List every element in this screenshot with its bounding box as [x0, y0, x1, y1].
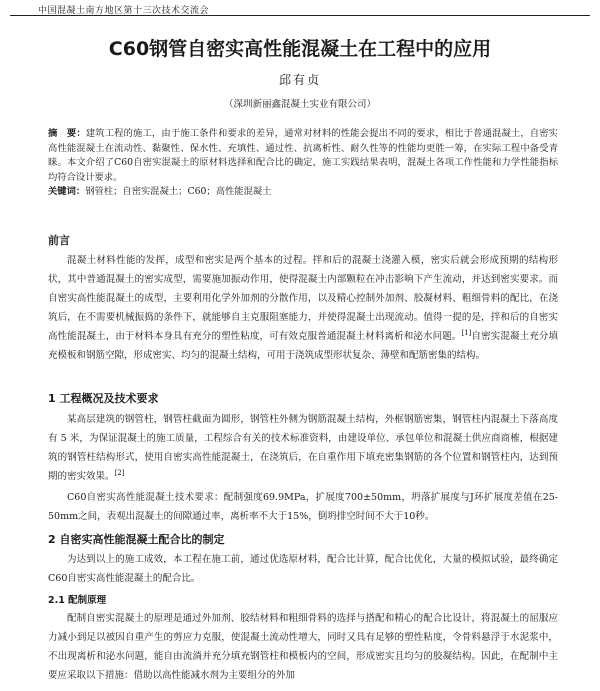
abstract-paragraph: [48, 127, 558, 185]
keywords-text: 钢管柱；自密实混凝土；C60；高性能混凝土: [85, 186, 272, 197]
section-heading-1: 1 工程概况及技术要求: [48, 392, 159, 405]
intro-paragraph: [48, 251, 558, 365]
citation-2: [2]: [114, 468, 125, 477]
section1-paragraph-1: [48, 410, 558, 486]
section-heading-intro: 前言: [48, 234, 70, 247]
subsection-2-1-paragraph: 配制自密实混凝土的原理是通过外加剂、胶结材料和粗细骨料的选择与搭配和精心的配合比设计，将混凝土的屈服应力减小到足以被因自重产生的剪应力克服，使混凝土流动性增大，同时又具有足够的塑性粘度，令骨料悬浮于水泥浆中，不出现离析和泌水问题，能自由流淌并充分填充钢管柱和模板内的空间，形成密实且均匀的胶凝结构。因此，在配制中主要应采取以下措施：借助以高性能减水剂为主要组分的外加: [48, 613, 558, 681]
keywords-label: 关键词：: [48, 186, 86, 197]
section2-paragraph-1: 为达到以上的施工成效，本工程在施工前，通过优选原材料，配合比计算，配合比优化，大量的模拟试验，最终确定C60自密实高性能混凝土的配合比。: [48, 554, 558, 584]
author-affiliation: （深圳新丽鑫混凝土实业有限公司）: [223, 99, 376, 110]
intro-text-b: 自密实混凝土充分填充模板和钢筋空隙，形成密实、均匀的混凝土结构，可用于浇筑成型形状复杂、薄壁和配筋密集的结构。: [48, 331, 558, 361]
intro-text-a: 混凝土材料性能的发挥，成型和密实是两个基本的过程。拌和后的混凝土浇灌入模，密实后就会形成预期的结构形状，其中普通混凝土的密实成型，需要施加振动作用，使得混凝土内部颗粒在冲击影响下产生流动，并达到密实要求。而自密实高性能混凝土的成型，主要利用化学外加剂的分散作用，以及精心控制外加剂、胶凝材料、粗细骨料的配比，在浇筑后，在不需要机械振捣的条件下，就能够自主克服阻塞能力，并使得混凝土出现流动。值得一提的是，拌和后的自密实高性能混凝土，由于材料本身具有充分的塑性粘度，可有效克服普通混凝土材料离析和泌水问题。: [48, 255, 558, 342]
paper-title: C60钢管自密实高性能混凝土在工程中的应用: [108, 38, 492, 60]
keywords-paragraph: [48, 185, 558, 200]
section1-text-a: 某高层建筑的钢管柱，钢管柱截面为圆形，钢管柱外侧为钢筋混凝土结构，外框钢筋密集，钢管柱内混凝土下落高度有 5 米，为保证混凝土的施工质量，工程综合有关的技术标准资料，由建设单位、承包单位和混凝土供应商商榷，根据建筑的钢管柱结构形式，使用自密实高性能混凝土，在浇筑后，在自重作用下填充密集钢筋的各个位置和钢管柱内，达到预期的密实效果。: [48, 414, 558, 482]
abstract-text: 建筑工程的施工，由于施工条件和要求的差异，通常对材料的性能会提出不同的要求，相比于普通混凝土，自密实高性能混凝土在流动性、黏聚性、保水性、充填性、通过性、抗离析性、耐久性等的性能均更胜一筹，在实际工程中备受青睐。本文介绍了C60自密实混凝土的原材料选择和配合比的确定，施工实践结果表明，混凝土各项工作性能和力学性能指标均符合设计要求。: [48, 128, 558, 183]
header-rule: [10, 15, 590, 16]
citation-1: [1]: [461, 328, 472, 337]
author-name: 邱有贞: [278, 73, 321, 87]
abstract-label: 摘 要：: [48, 128, 86, 139]
subsection-heading-2-1: 2.1 配制原理: [48, 595, 107, 606]
section-heading-2: 2 自密实高性能混凝土配合比的制定: [48, 533, 225, 546]
abstract-block: [48, 127, 558, 200]
running-header: 中国混凝土南方地区第十三次技术交流会: [38, 6, 210, 16]
section1-paragraph-2: C60自密实高性能混凝土技术要求：配制强度69.9MPa，扩展度700±50mm，坍落扩展度与J环扩展度差值在25-50mm之间，表观出混凝土的间隙通过率，离析率不大于15%，倒坍排空时间不大于10秒。: [48, 492, 558, 522]
